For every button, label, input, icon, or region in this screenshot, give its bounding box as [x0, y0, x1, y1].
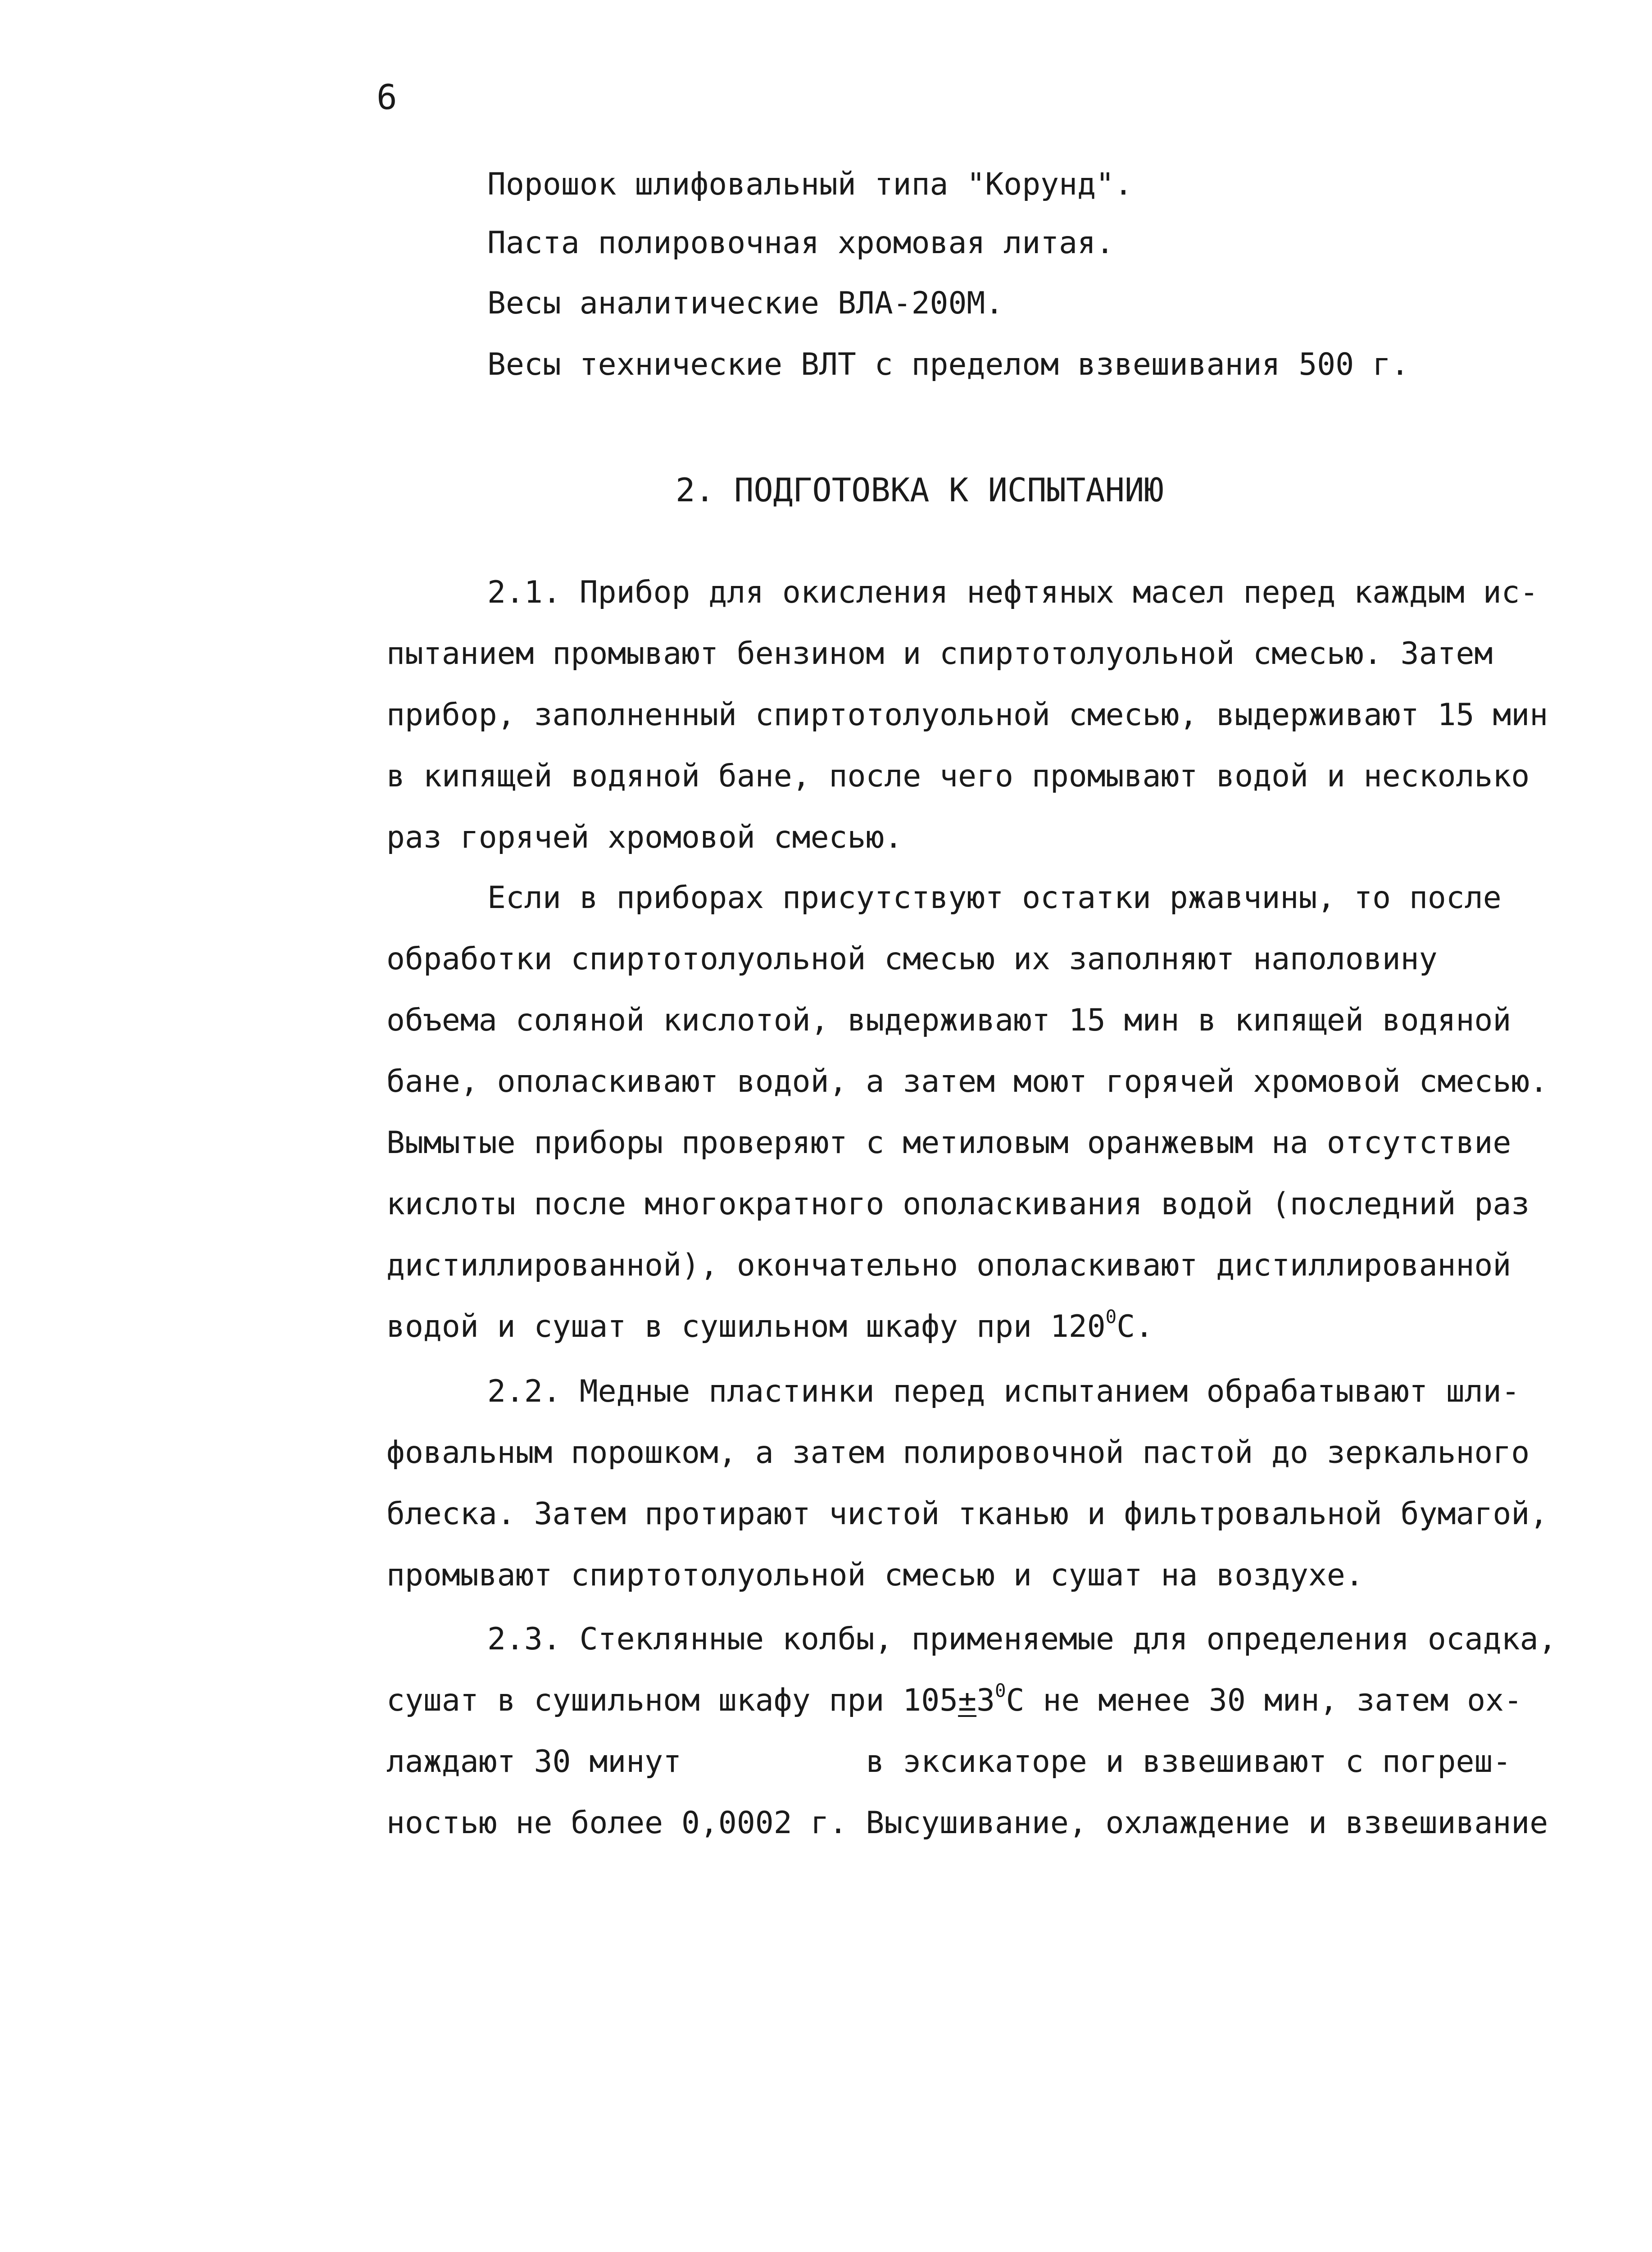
duration-text: С не менее 30 мин, затем ох-	[1006, 1683, 1522, 1718]
paragraph-rust-line: объема соляной кислотой, выдерживают 15 мин в кипящей водяной	[386, 1003, 1511, 1038]
equipment-item-polishing-paste: Паста полировочная хромовая литая.	[487, 225, 1114, 261]
paragraph-2-1-line: в кипящей водяной бане, после чего промывают водой и несколько	[386, 758, 1530, 794]
paragraph-rust-line: бане, ополаскивают водой, а затем моют горячей хромовой смесью.	[386, 1064, 1548, 1099]
paragraph-2-1-line: пытанием промывают бензином и спиртотолуольной смесью. Затем	[386, 636, 1493, 672]
celsius-unit: С.	[1116, 1309, 1154, 1344]
page-number: 6	[377, 77, 397, 117]
section-heading: 2. ПОДГОТОВКА К ИСПЫТАНИЮ	[676, 471, 1164, 509]
paragraph-2-3-line: ностью не более 0,0002 г. Высушивание, охлаждение и взвешивание	[386, 1805, 1548, 1841]
paragraph-rust-line: Если в приборах присутствуют остатки ржавчины, то после	[487, 880, 1502, 916]
paragraph-2-2-line: фовальным порошком, а затем полировочной пастой до зеркального	[386, 1435, 1530, 1471]
paragraph-rust-line: кислоты после многократного ополаскивания водой (последний раз	[386, 1186, 1530, 1222]
tolerance-value: 3	[976, 1683, 995, 1718]
paragraph-2-1-line: прибор, заполненный спиртотолуольной смесью, выдерживают 15 мин	[386, 697, 1548, 733]
paragraph-rust-line: обработки спиртотолуольной смесью их заполняют наполовину	[386, 941, 1438, 977]
paragraph-2-1-line: раз горячей хромовой смесью.	[386, 820, 903, 855]
paragraph-2-3-temperature-line	[386, 1680, 1522, 1718]
equipment-item-analytical-scales: Весы аналитические ВЛА-200М.	[487, 286, 1004, 321]
paragraph-2-3-line: лаждают 30 минут в эксикаторе и взвешивают с погреш-	[386, 1744, 1511, 1780]
paragraph-2-3-line: 2.3. Стеклянные колбы, применяемые для определения осадка,	[487, 1621, 1557, 1657]
paragraph-rust-line: Вымытые приборы проверяют с метиловым оранжевым на отсутствие	[386, 1125, 1511, 1161]
degree-symbol: 0	[995, 1680, 1006, 1702]
equipment-item-technical-scales: Весы технические ВЛТ с пределом взвешивания 500 г.	[487, 347, 1409, 382]
paragraph-2-1-line: 2.1. Прибор для окисления нефтяных масел перед каждым ис-	[487, 575, 1539, 610]
paragraph-rust-line: дистиллированной), окончательно ополаскивают дистиллированной	[386, 1248, 1511, 1283]
equipment-item-corundum-powder: Порошок шлифовальный типа "Корунд".	[487, 167, 1133, 202]
paragraph-2-2-line: 2.2. Медные пластинки перед испытанием обрабатывают шли-	[487, 1374, 1520, 1409]
paragraph-2-2-line: промывают спиртотолуольной смесью и сушат на воздухе.	[386, 1557, 1364, 1593]
paragraph-2-2-line: блеска. Затем протирают чистой тканью и фильтровальной бумагой,	[386, 1496, 1548, 1532]
plus-minus-symbol: ±	[958, 1683, 977, 1718]
degree-symbol: 0	[1105, 1306, 1117, 1328]
drying-text: водой и сушат в сушильном шкафу при 120	[386, 1309, 1106, 1344]
paragraph-rust-last-line	[386, 1306, 1154, 1344]
drying-temperature-text: сушат в сушильном шкафу при 105	[386, 1683, 958, 1718]
